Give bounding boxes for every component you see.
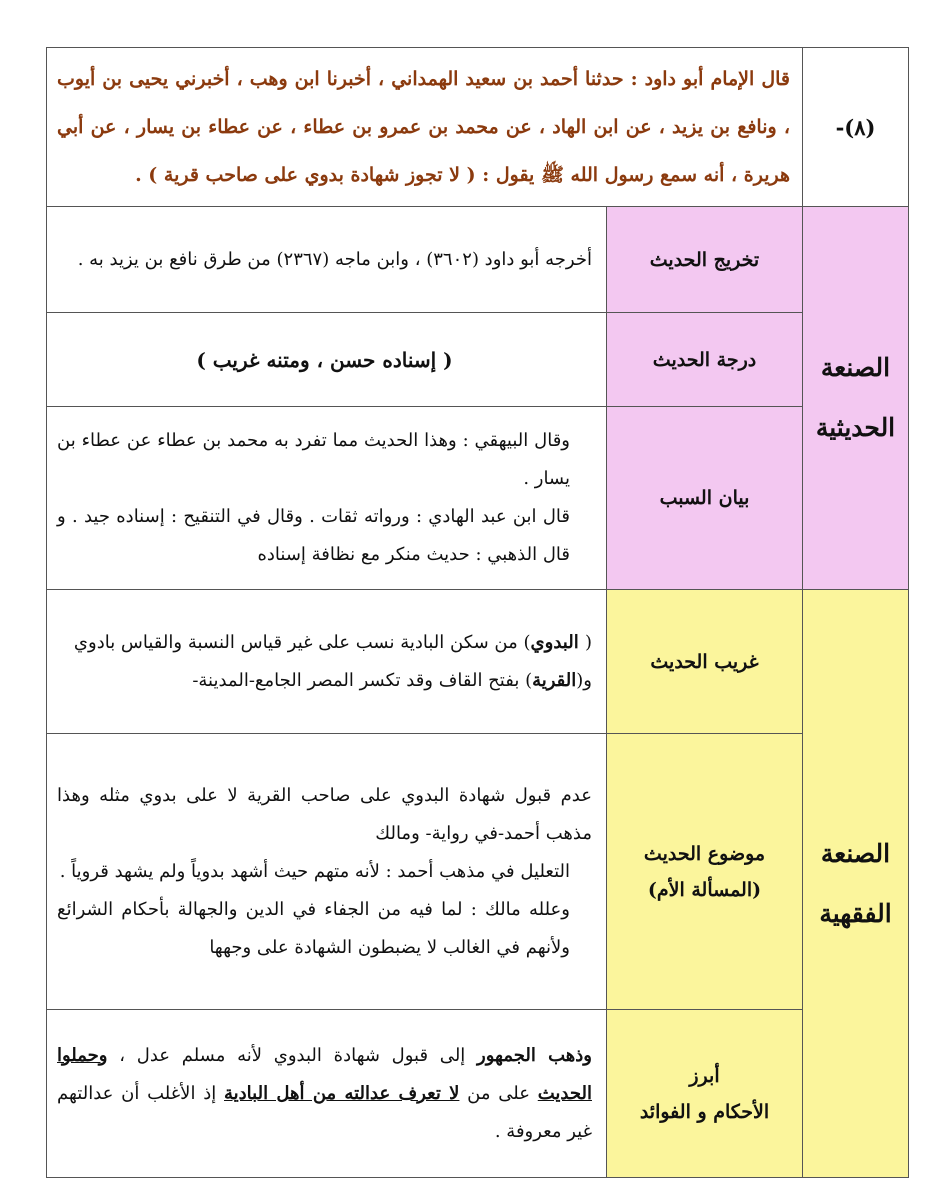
abraz-part-1-rest: إلى قبول شهادة البدوي لأنه مسلم عدل ، bbox=[119, 1044, 478, 1066]
gharib-term-badawi: البدوي bbox=[530, 631, 585, 653]
gharib-line-2 bbox=[57, 662, 592, 700]
mawdu-label bbox=[607, 734, 803, 1010]
abraz-part-2-mid: على من bbox=[459, 1082, 538, 1104]
takhrij-label: تخريج الحديث bbox=[607, 207, 803, 313]
mawdu-line-3: وعلله مالك : لما فيه من الجفاء في الدين والجهالة بأحكام الشرائع ولأنهم في الغالب لا يضبطون الشهادة على وجهها bbox=[57, 898, 570, 958]
gharib-label: غريب الحديث bbox=[607, 590, 803, 734]
sabab-row bbox=[47, 407, 909, 590]
gharib-content bbox=[47, 590, 607, 734]
mawdu-label-line-2: (المسألة الأم) bbox=[647, 878, 762, 901]
mawdu-label-line-1: موضوع الحديث bbox=[643, 842, 766, 865]
daraja-row bbox=[47, 313, 909, 407]
gharib-line-1 bbox=[57, 624, 592, 662]
mawdu-content bbox=[47, 734, 607, 1010]
mawdu-row bbox=[47, 734, 909, 1010]
sabab-content bbox=[47, 407, 607, 590]
intro-row bbox=[47, 48, 909, 207]
hadith-intro-text: قال الإمام أبو داود : حدثنا أحمد بن سعيد الهمداني ، أخبرنا ابن وهب ، أخبرني يحيى بن أيوب ، ونافع بن يزيد ، عن ابن الهاد ، عن محمد بن عمرو بن عطاء ، عن عطاء بن يسار ، عن أبي هريرة ، أنه سمع رسول الله ﷺ يقول : ( لا تجوز شهادة بدوي على صاحب قرية ) . bbox=[47, 48, 803, 207]
gharib-line-1-rest: من سكن البادية نسب على غير قياس النسبة والقياس بادوي bbox=[73, 631, 524, 653]
abraz-label-line-1: أبرز bbox=[689, 1064, 720, 1087]
sabab-label: بيان السبب bbox=[607, 407, 803, 590]
hadith-table-wrapper bbox=[46, 47, 908, 1177]
abraz-hamalu: وحملوا الحديث bbox=[57, 1044, 592, 1104]
abraz-jumhur: وذهب الجمهور bbox=[477, 1044, 592, 1066]
takhrij-text: أخرجه أبو داود (٣٦٠٢) ، وابن ماجه (٢٣٦٧) من طرق نافع بن يزيد به . bbox=[47, 207, 607, 313]
daraja-text: ( إسناده حسن ، ومتنه غريب ) bbox=[47, 313, 607, 407]
sabab-line-2: قال ابن عبد الهادي : ورواته ثقات . وقال في التنقيح : إسناده جيد . و قال الذهبي : حديث منكر مع نظافة إسناده bbox=[57, 506, 570, 565]
section-fiqh-craft: الصنعة الفقهية bbox=[803, 590, 909, 1178]
gharib-open-paren: ( bbox=[584, 631, 592, 653]
gharib-line-2-rest: ) بفتح القاف وقد تكسر المصر الجامع-المدينة- bbox=[192, 669, 533, 691]
abraz-content bbox=[47, 1010, 607, 1178]
gharib-line-2-prefix: و( bbox=[576, 669, 592, 691]
hadith-table bbox=[46, 47, 909, 1178]
abraz-paragraph bbox=[57, 1037, 592, 1151]
abraz-underlined-phrase: لا تعرف عدالته من أهل البادية bbox=[224, 1082, 460, 1104]
takhrij-row bbox=[47, 207, 909, 313]
abraz-label bbox=[607, 1010, 803, 1178]
gharib-row bbox=[47, 590, 909, 734]
mawdu-line-1: عدم قبول شهادة البدوي على صاحب القرية لا على بدوي مثله وهذا مذهب أحمد-في رواية- ومالك bbox=[57, 784, 592, 844]
gharib-close-paren: ) bbox=[523, 631, 531, 653]
gharib-term-qarya: القرية bbox=[532, 669, 577, 691]
section-hadith-craft: الصنعة الحديثية bbox=[803, 207, 909, 590]
abraz-part-2-rest: إذ الأغلب أن عدالتهم غير معروفة . bbox=[57, 1082, 592, 1142]
hadith-number: (٨)- bbox=[803, 48, 909, 207]
daraja-label: درجة الحديث bbox=[607, 313, 803, 407]
sabab-line-1: وقال البيهقي : وهذا الحديث مما تفرد به محمد بن عطاء عن عطاء بن يسار . bbox=[57, 430, 570, 489]
mawdu-line-2: التعليل في مذهب أحمد : لأنه متهم حيث أشهد بدوياً ولم يشهد قروياً . bbox=[59, 860, 570, 882]
abraz-label-line-2: الأحكام و الفوائد bbox=[639, 1100, 770, 1123]
abraz-row bbox=[47, 1010, 909, 1178]
